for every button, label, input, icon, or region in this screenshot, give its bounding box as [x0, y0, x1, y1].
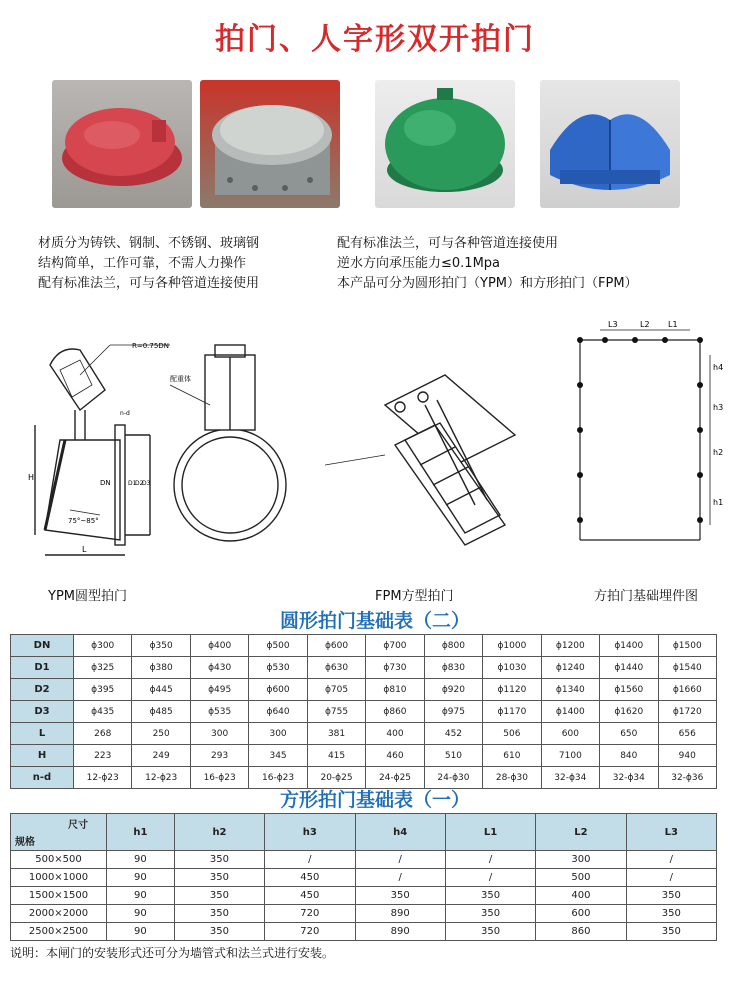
d2-label: D2 [135, 480, 144, 487]
table-cell: 350 [445, 923, 535, 941]
table-cell: 860 [536, 923, 626, 941]
table-cell: ϕ1660 [658, 679, 716, 701]
table-cell: ϕ1170 [483, 701, 541, 723]
table-cell: 28-ϕ30 [483, 767, 541, 789]
table-cell: ϕ755 [307, 701, 365, 723]
table-cell: ϕ1030 [483, 657, 541, 679]
table-cell: 350 [174, 869, 264, 887]
table-cell: 90 [107, 905, 175, 923]
table-cell: ϕ1440 [600, 657, 658, 679]
table-cell: 20-ϕ25 [307, 767, 365, 789]
table-cell: 381 [307, 723, 365, 745]
table-cell: 268 [74, 723, 132, 745]
table-cell: ϕ700 [366, 635, 424, 657]
table-cell: 350 [174, 923, 264, 941]
table-cell: ϕ445 [132, 679, 190, 701]
table-cell: 600 [541, 723, 599, 745]
green-flap-gate-photo [375, 80, 515, 208]
feature-line: 本产品可分为圆形拍门（YPM）和方形拍门（FPM） [337, 276, 638, 291]
table-row [11, 887, 717, 905]
table-cell: / [626, 851, 716, 869]
l-label: L [82, 545, 87, 554]
table-cell: ϕ1500 [658, 635, 716, 657]
ypm-round-gate-drawing [20, 315, 310, 565]
table-cell: ϕ1400 [541, 701, 599, 723]
table-cell: 24-ϕ30 [424, 767, 482, 789]
table-cell: 32-ϕ34 [600, 767, 658, 789]
table-cell: ϕ430 [190, 657, 248, 679]
feature-line: 材质分为铸铁、钢制、不锈钢、玻璃钢 [38, 236, 260, 251]
column-header: L1 [445, 814, 535, 851]
table-cell: 90 [107, 869, 175, 887]
table-cell: ϕ500 [249, 635, 307, 657]
table-cell: / [355, 869, 445, 887]
table-cell: 656 [658, 723, 716, 745]
row-label-cell: n-d [11, 767, 74, 789]
corner-header-cell [11, 814, 107, 851]
table-cell: ϕ435 [74, 701, 132, 723]
table-cell: ϕ400 [190, 635, 248, 657]
r-label: R=0.75DN [132, 342, 169, 350]
table-cell: ϕ800 [424, 635, 482, 657]
table-cell: 506 [483, 723, 541, 745]
table-cell: 350 [626, 905, 716, 923]
h1-label: h1 [713, 498, 724, 507]
table-cell: 350 [626, 887, 716, 905]
table-cell: ϕ530 [249, 657, 307, 679]
table-cell: / [445, 851, 535, 869]
table-row [11, 657, 717, 679]
table-cell: 345 [249, 745, 307, 767]
table-cell: 500 [536, 869, 626, 887]
red-flap-gate-photo [52, 80, 192, 208]
table-cell: ϕ1240 [541, 657, 599, 679]
table-cell: ϕ380 [132, 657, 190, 679]
row-label-cell: 2500×2500 [11, 923, 107, 941]
table-cell: 720 [265, 923, 355, 941]
table-cell: ϕ535 [190, 701, 248, 723]
table-cell: 16-ϕ23 [249, 767, 307, 789]
table-cell: ϕ300 [74, 635, 132, 657]
ypm-caption: YPM圆型拍门 [48, 589, 127, 604]
table-cell: ϕ810 [366, 679, 424, 701]
table-cell: 32-ϕ36 [658, 767, 716, 789]
table-row [11, 679, 717, 701]
table-cell: 7100 [541, 745, 599, 767]
row-label-cell: D2 [11, 679, 74, 701]
table-cell: ϕ640 [249, 701, 307, 723]
table-cell: 350 [355, 887, 445, 905]
column-header: h4 [355, 814, 445, 851]
table-cell: 600 [536, 905, 626, 923]
table-cell: ϕ600 [307, 635, 365, 657]
h-label: H [28, 473, 35, 482]
table-cell: ϕ1540 [658, 657, 716, 679]
table-cell: 350 [626, 923, 716, 941]
table-cell: / [445, 869, 535, 887]
d1-label: D1 [128, 480, 137, 487]
installation-note: 说明：本闸门的安装形式还可分为墙管式和法兰式进行安装。 [10, 946, 335, 960]
square-table-title: 方形拍门基础表（一） [279, 789, 470, 811]
fpm-square-gate-drawing [325, 315, 545, 565]
table-row [11, 851, 717, 869]
table-cell: 300 [536, 851, 626, 869]
table-cell: / [265, 851, 355, 869]
table-cell: ϕ1620 [600, 701, 658, 723]
table-cell: 16-ϕ23 [190, 767, 248, 789]
table-cell: ϕ630 [307, 657, 365, 679]
table-row [11, 723, 717, 745]
h3-label: h3 [713, 403, 724, 412]
row-label-cell: H [11, 745, 74, 767]
hinge-label: 配重体 [170, 375, 191, 383]
table-cell: 249 [132, 745, 190, 767]
table-cell: 350 [174, 905, 264, 923]
table-cell: ϕ1000 [483, 635, 541, 657]
table-cell: 350 [174, 851, 264, 869]
table-cell: 450 [265, 869, 355, 887]
table-cell: 350 [445, 887, 535, 905]
table-cell: ϕ860 [366, 701, 424, 723]
l1-label: L1 [668, 320, 678, 329]
table-cell: 24-ϕ25 [366, 767, 424, 789]
nd-label: n-d [120, 410, 130, 417]
table-cell: ϕ600 [249, 679, 307, 701]
row-label-cell: D1 [11, 657, 74, 679]
table-cell: 890 [355, 923, 445, 941]
h2-label: h2 [713, 448, 724, 457]
feature-line: 配有标准法兰，可与各种管道连接使用 [337, 236, 559, 251]
d3-label: D3 [142, 480, 151, 487]
row-label-cell: 1500×1500 [11, 887, 107, 905]
table-cell: 450 [265, 887, 355, 905]
round-table-title: 圆形拍门基础表（二） [279, 610, 470, 632]
table-cell: ϕ830 [424, 657, 482, 679]
row-label-cell: DN [11, 635, 74, 657]
square-gate-embed-drawing [560, 315, 730, 565]
fpm-caption: FPM方型拍门 [375, 589, 454, 604]
h4-label: h4 [713, 363, 724, 372]
round-gate-table [10, 634, 717, 789]
table-cell: 90 [107, 851, 175, 869]
column-header: L2 [536, 814, 626, 851]
feature-line: 逆水方向承压能力≤0.1Mpa [337, 256, 501, 271]
table-cell: 223 [74, 745, 132, 767]
table-cell: 12-ϕ23 [132, 767, 190, 789]
table-cell: ϕ705 [307, 679, 365, 701]
table-row [11, 745, 717, 767]
table-row [11, 923, 717, 941]
table-cell: 300 [249, 723, 307, 745]
grey-flap-gate-photo [200, 80, 340, 208]
table-cell: 890 [355, 905, 445, 923]
table-cell: 650 [600, 723, 658, 745]
angle-label: 75°~85° [68, 517, 99, 525]
square-gate-table [10, 813, 717, 941]
table-cell: 840 [600, 745, 658, 767]
table-row [11, 701, 717, 723]
feature-line: 结构简单，工作可靠，不需人力操作 [38, 256, 247, 271]
table-cell: ϕ350 [132, 635, 190, 657]
table-cell: ϕ1560 [600, 679, 658, 701]
table-cell: ϕ1120 [483, 679, 541, 701]
table-row [11, 905, 717, 923]
column-header: L3 [626, 814, 716, 851]
table-cell: 415 [307, 745, 365, 767]
row-label-cell: D3 [11, 701, 74, 723]
table-cell: 720 [265, 905, 355, 923]
table-cell: ϕ495 [190, 679, 248, 701]
table-cell: ϕ975 [424, 701, 482, 723]
row-label-cell: 2000×2000 [11, 905, 107, 923]
table-row [11, 635, 717, 657]
corner-top-label: 尺寸 [68, 820, 88, 831]
product-photos [0, 70, 750, 220]
table-cell: / [355, 851, 445, 869]
table-row [11, 869, 717, 887]
l2-label: L2 [640, 320, 650, 329]
table-cell: 32-ϕ34 [541, 767, 599, 789]
table-cell: ϕ485 [132, 701, 190, 723]
table-cell: 400 [536, 887, 626, 905]
row-label-cell: L [11, 723, 74, 745]
table-cell: ϕ325 [74, 657, 132, 679]
table-cell: 350 [445, 905, 535, 923]
blue-double-flap-gate-photo [540, 80, 680, 208]
table-cell: / [626, 869, 716, 887]
table-cell: 293 [190, 745, 248, 767]
table-cell: ϕ730 [366, 657, 424, 679]
page-title: 拍门、人字形双开拍门 [215, 22, 535, 57]
column-header: h3 [265, 814, 355, 851]
table-cell: ϕ920 [424, 679, 482, 701]
table-cell: ϕ395 [74, 679, 132, 701]
column-header: h1 [107, 814, 175, 851]
table-cell: 460 [366, 745, 424, 767]
table-cell: 12-ϕ23 [74, 767, 132, 789]
feature-line: 配有标准法兰，可与各种管道连接使用 [38, 276, 260, 291]
table-cell: 510 [424, 745, 482, 767]
table-cell: ϕ1400 [600, 635, 658, 657]
row-label-cell: 1000×1000 [11, 869, 107, 887]
table-cell: 452 [424, 723, 482, 745]
corner-bottom-label: 规格 [15, 837, 35, 848]
table-cell: 400 [366, 723, 424, 745]
table-cell: 300 [190, 723, 248, 745]
table-cell: ϕ1200 [541, 635, 599, 657]
table-cell: 350 [174, 887, 264, 905]
table-cell: ϕ1720 [658, 701, 716, 723]
dn-label: DN [100, 479, 111, 487]
l3-label: L3 [608, 320, 618, 329]
table-cell: 610 [483, 745, 541, 767]
features-right [337, 234, 638, 294]
table-cell: ϕ1340 [541, 679, 599, 701]
table-cell: 90 [107, 887, 175, 905]
table-cell: 90 [107, 923, 175, 941]
column-header: h2 [174, 814, 264, 851]
table-cell: 250 [132, 723, 190, 745]
features-left [38, 234, 259, 294]
row-label-cell: 500×500 [11, 851, 107, 869]
embed-caption: 方拍门基础埋件图 [594, 589, 699, 604]
table-cell: 940 [658, 745, 716, 767]
